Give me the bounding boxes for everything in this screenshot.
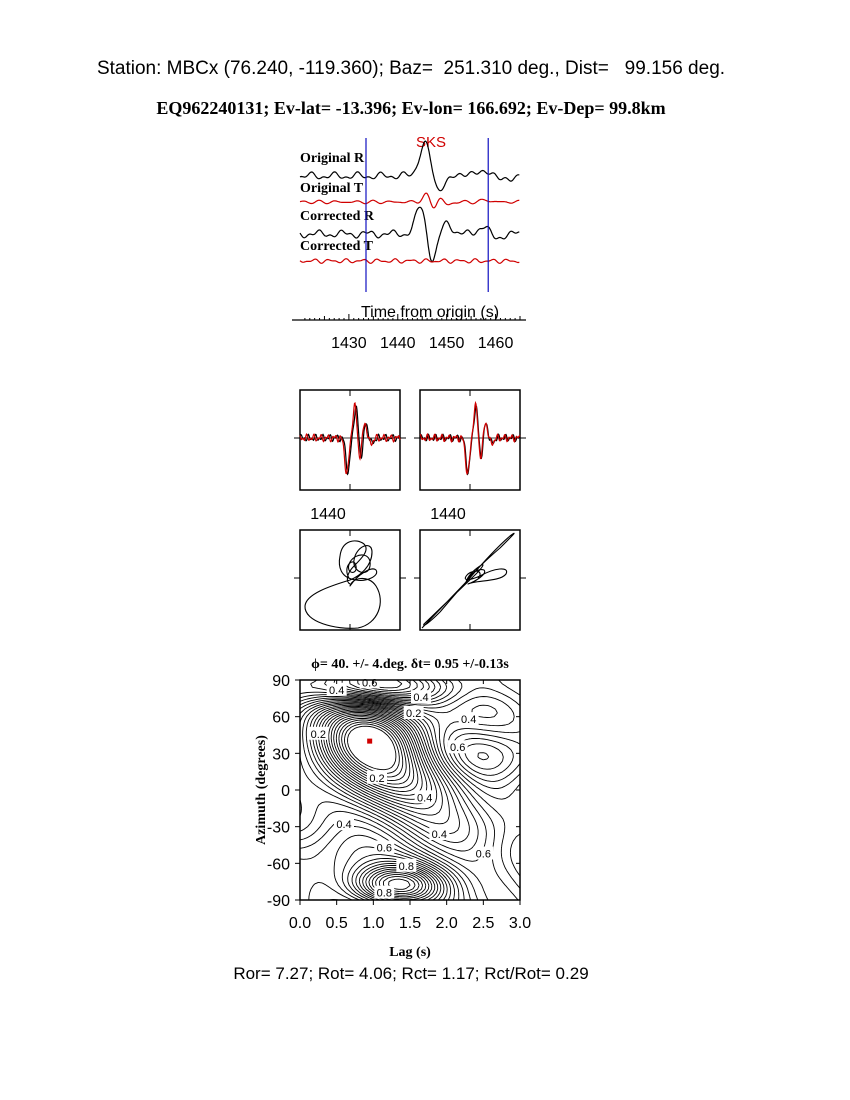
lag-tick-label: 2.5 (472, 915, 495, 932)
contour-label: 0.8 (376, 887, 392, 900)
lag-tick-label: 2.0 (435, 915, 458, 932)
time-tick-label: 1450 (428, 335, 465, 352)
contour-label: 0.2 (369, 772, 385, 785)
lag-tick-label: 3.0 (508, 915, 532, 932)
time-tick-label: 1430 (331, 335, 367, 352)
contour-label: 0.8 (398, 860, 414, 873)
contour-label: 0.2 (310, 728, 326, 741)
azimuth-tick-label: 0 (281, 783, 290, 800)
waveform-tick-label: 1440 (310, 506, 346, 523)
lag-tick-label: 0.0 (288, 915, 312, 932)
particle-motion-trace (305, 541, 380, 628)
time-tick-label: 1460 (477, 335, 514, 352)
lag-tick-label: 1.0 (362, 915, 385, 932)
contour-label: 0.4 (329, 684, 345, 697)
seismogram-panel (292, 134, 526, 352)
contour-label: 0.4 (336, 819, 352, 832)
azimuth-tick-label: -90 (266, 893, 290, 910)
lag-axis-label: Lag (s) (389, 945, 431, 960)
particle-motion-before (294, 530, 406, 630)
contour-line (345, 724, 400, 773)
trace-label-original-t: Original T (300, 181, 364, 196)
phase-label: SKS (415, 134, 447, 151)
contour-label: 0.6 (362, 677, 378, 690)
contour-label: 0.6 (450, 742, 466, 755)
time-tick-label: 1440 (379, 335, 416, 352)
contour-label: 0.6 (475, 848, 491, 861)
waveform-trace-black (420, 406, 520, 474)
trace-label-corrected-t: Corrected T (300, 239, 373, 254)
contour-label: 0.6 (376, 842, 392, 855)
contour-label: 0.4 (461, 714, 477, 727)
azimuth-tick-label: -30 (266, 819, 290, 837)
energy-contour-panel (254, 657, 531, 960)
particle-motion-trace (422, 533, 514, 628)
trace-label-original-r: Original R (300, 151, 365, 166)
event-info: EQ962240131; Ev-lat= -13.396; Ev-lon= 166.692; Ev-Dep= 99.8km (156, 98, 666, 118)
azimuth-tick-label: 30 (272, 746, 290, 764)
waveform-panel-before (294, 390, 406, 523)
contour-label: 0.4 (417, 792, 433, 805)
azimuth-axis-label: Azimuth (degrees) (254, 735, 269, 845)
waveform-panel-after (414, 390, 526, 523)
contour-label: 0.4 (413, 692, 429, 705)
contour-line (342, 722, 403, 777)
waveform-tick-label: 1440 (430, 506, 466, 523)
trace-label-corrected-r: Corrected R (300, 209, 374, 224)
lag-tick-label: 1.5 (398, 915, 422, 932)
azimuth-tick-label: 60 (272, 709, 290, 727)
contour-label: 0.2 (406, 708, 422, 720)
contour-title: ϕ= 40. +/- 4.deg. δt= 0.95 +/-0.13s (311, 657, 509, 672)
azimuth-tick-label: -60 (266, 856, 290, 874)
station-info: Station: MBCx (76.240, -119.360); Baz= 251.310 deg., Dist= 99.156 deg. (96, 58, 726, 79)
trace-corrected-t (300, 259, 519, 264)
lag-tick-label: 0.5 (325, 915, 348, 932)
best-fit-marker (367, 739, 372, 744)
time-axis-label: Time from origin (s) (360, 304, 500, 321)
particle-motion-after (414, 530, 526, 630)
contour-label: 0.4 (431, 829, 447, 841)
energy-ratio-info: Ror= 7.27; Rot= 4.06; Rct= 1.17; Rct/Rot= 0.29 (233, 964, 589, 983)
azimuth-tick-label: 90 (272, 673, 290, 690)
